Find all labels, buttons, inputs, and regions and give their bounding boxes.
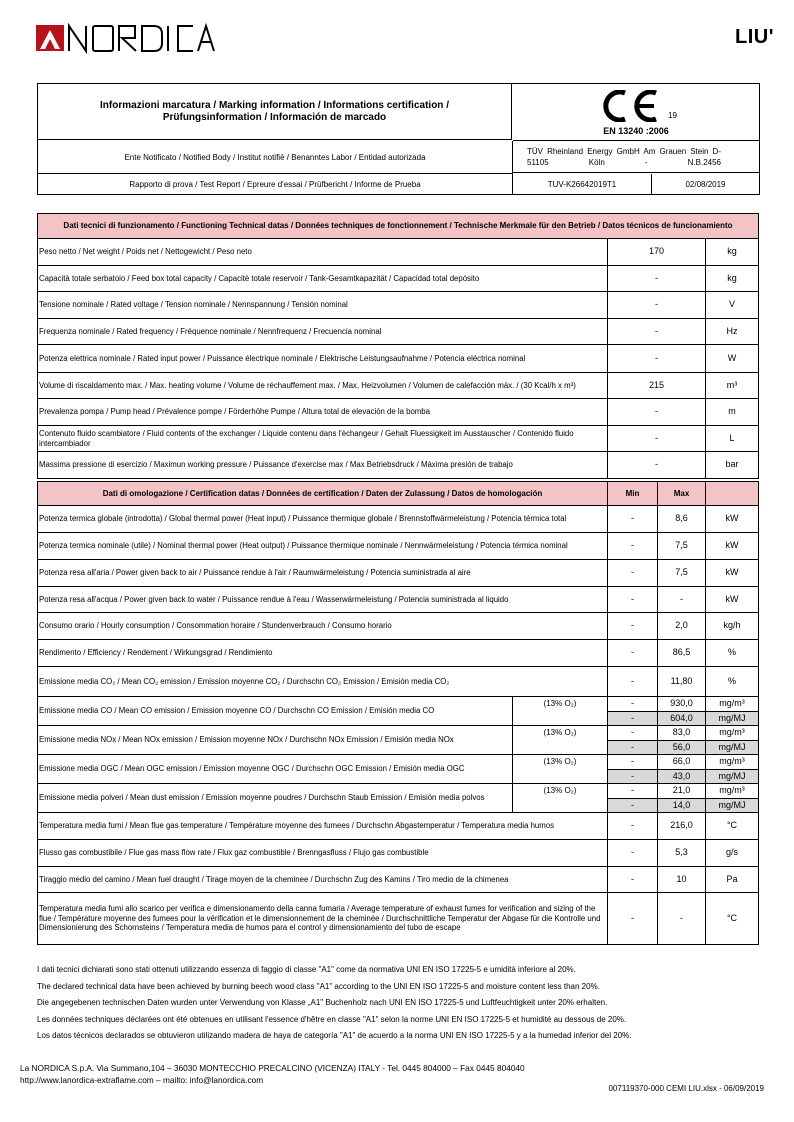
technical-row-unit: kg <box>706 239 759 266</box>
emission-min-mgm3: - <box>608 726 658 741</box>
emission-unit-mgm3: mg/m³ <box>706 784 759 799</box>
emission-max-mgm3: 83,0 <box>658 726 706 741</box>
technical-row-value: - <box>608 319 706 345</box>
emission-row <box>38 755 759 770</box>
certification-row-label: Rendimento / Efficiency / Rendement / Wirkungsgrad / Rendimiento <box>38 640 608 667</box>
technical-row-label: Prevalenza pompa / Pump head / Prévalence pompe / Förderhöhe Pumpe / Altura total de elevación de la bomba <box>38 399 608 426</box>
marking-title-line1: Informazioni marcatura / Marking information / Informations certification / <box>100 99 449 111</box>
technical-row-value: - <box>608 426 706 452</box>
certification-row-max: 86,5 <box>658 640 706 667</box>
technical-row <box>38 452 759 479</box>
certification-row <box>38 613 759 640</box>
certification-row <box>38 893 759 945</box>
ce-standard: EN 13240 :2006 <box>603 126 669 136</box>
note-es: Los datos técnicos declarados se obtuvieron utilizando madera de haya de categoría "A1" de acuerdo a la norma UNI EN ISO 17225-5 y a la humedad inferior del 20%. <box>37 1031 632 1041</box>
ce-year: 19 <box>668 111 677 120</box>
emission-unit-mgm3: mg/m³ <box>706 755 759 770</box>
logo-mark-icon <box>36 22 216 54</box>
technical-row-unit: m³ <box>706 373 759 399</box>
emission-unit-mgmj: mg/MJ <box>706 799 759 813</box>
technical-row-label: Peso netto / Net weight / Poids net / Nettogewicht / Peso neto <box>38 239 608 266</box>
emission-label: Emissione media OGC / Mean OGC emission / Emission moyenne OGC / Durchschn OGC Emission / Emisión media OGC <box>38 755 513 784</box>
certification-row-min: - <box>608 840 658 867</box>
technical-row-value: - <box>608 345 706 373</box>
certification-row-min: - <box>608 893 658 945</box>
certification-row-label: Temperatura media fumi allo scarico per verifica e dimensionamento della canna fumaria / Average temperature of exhaust fumes for verification and sizing of the flue / Température moyenne des fumees pour la vérification et le dimensionnement de la cheminée / Durchschnittliche Temperatur der Abgase für die Kontrolle und Dimensionierung des Schornsteins / Temperatura media de humos para el control y dimensionamiento del tubo de escape <box>38 893 608 945</box>
certification-row <box>38 640 759 667</box>
certification-row-unit: kW <box>706 506 759 533</box>
emission-unit-mgmj: mg/MJ <box>706 770 759 784</box>
notes <box>37 962 767 1045</box>
company-address: La NORDICA S.p.A. Via Summano,104 – 36030 MONTECCHIO PRECALCINO (VICENZA) ITALY - Tel. 0445 804000 – Fax 0445 804040 <box>20 1063 525 1073</box>
certification-row-label: Flusso gas combustibile / Flue gas mass flow rate / Flux gaz combustible / Brenngasfluss / Flujo gas combustible <box>38 840 608 867</box>
emission-min-mgmj: - <box>608 770 658 784</box>
certification-row-max: - <box>658 893 706 945</box>
technical-row <box>38 292 759 319</box>
certification-row <box>38 560 759 587</box>
ce-mark-icon <box>598 90 660 122</box>
technical-row-value: 215 <box>608 373 706 399</box>
certification-row-unit: kW <box>706 560 759 587</box>
certification-row <box>38 667 759 697</box>
certification-row-min: - <box>608 533 658 560</box>
technical-row-unit: L <box>706 426 759 452</box>
technical-row-label: Frequenza nominale / Rated frequency / Fréquence nominale / Nennfrequenz / Frecuencia nominal <box>38 319 608 345</box>
technical-row-unit: m <box>706 399 759 426</box>
emission-label: Emissione media CO / Mean CO emission / Emission moyenne CO / Durchschn CO Emission / Emisión media CO <box>38 697 513 726</box>
note-fr: Les données techniques déclarées ont été obtenues en utilisant l'essence d'hêtre en classe "A1" selon la norme UNI EN ISO 17225-5 et humidité au dessous de 20%. <box>37 1014 627 1024</box>
technical-header-row <box>38 214 759 239</box>
technical-row <box>38 266 759 292</box>
emission-unit-mgm3: mg/m³ <box>706 697 759 712</box>
emission-row <box>38 784 759 799</box>
certification-row-unit: % <box>706 640 759 667</box>
certification-row-max: 7,5 <box>658 533 706 560</box>
technical-row-unit: kg <box>706 266 759 292</box>
certification-row-max: 8,6 <box>658 506 706 533</box>
certification-row-label: Potenza termica nominale (utile) / Nominal thermal power (Heat output) / Puissance thermique nominale / Nennwärmeleistung / Potencia térmica nominal <box>38 533 608 560</box>
technical-row-label: Tensione nominale / Rated voltage / Tension nominale / Nennspannung / Tensión nominal <box>38 292 608 319</box>
certification-row-min: - <box>608 813 658 840</box>
note-it: I dati tecnici dichiarati sono stati ottenuti utilizzando essenza di faggio di classe "A1" come da normativa UNI EN ISO 17225-5 e umidità inferiore al 20%. <box>37 965 576 974</box>
technical-row-value: - <box>608 452 706 479</box>
certification-row <box>38 813 759 840</box>
technical-row-value: - <box>608 292 706 319</box>
certification-row-max: 11,80 <box>658 667 706 697</box>
emission-max-mgm3: 21,0 <box>658 784 706 799</box>
certification-row-max: 5,3 <box>658 840 706 867</box>
emission-max-mgm3: 66,0 <box>658 755 706 770</box>
technical-row-unit: V <box>706 292 759 319</box>
technical-header: Dati tecnici di funzionamento / Functioning Technical datas / Données techniques de fonctionnement / Technische Merkmale für den Betrieb / Datos técnicos de funcionamiento <box>38 214 759 239</box>
certification-row-unit: % <box>706 667 759 697</box>
certification-row <box>38 506 759 533</box>
certification-row-unit: kW <box>706 533 759 560</box>
emission-label: Emissione media NOx / Mean NOx emission / Emission moyenne NOx / Durchschn NOx Emission / Emisión media NOx <box>38 726 513 755</box>
certification-row-unit: g/s <box>706 840 759 867</box>
certification-row <box>38 840 759 867</box>
company-web[interactable]: http://www.lanordica-extraflame.com – mailto: info@lanordica.com <box>20 1075 264 1085</box>
notified-body-label: Ente Notificato / Notified Body / Institut notifiè / Benanntes Labor / Entidad autorizada <box>38 141 513 174</box>
o2-reference: (13% O₂) <box>513 755 608 784</box>
footer-address <box>20 1062 525 1086</box>
certification-row <box>38 533 759 560</box>
test-report-label: Rapporto di prova / Test Report / Epreure d'essai / Prüfbericht / Informe de Prueba <box>38 174 513 194</box>
certification-row-label: Potenza resa all'aria / Power given back to air / Puissance rendue à l'air / Raumwärmeleistung / Potencia suministrada al aire <box>38 560 608 587</box>
certification-row-label: Potenza resa all'acqua / Power given back to water / Puissance rendue à l'eau / Wasserwärmeleistung / Potencia suministrada al liquido <box>38 587 608 613</box>
ce-mark-cell <box>513 84 759 141</box>
certification-row-unit: kg/h <box>706 613 759 640</box>
certification-row-max: - <box>658 587 706 613</box>
technical-row-unit: W <box>706 345 759 373</box>
technical-row-unit: Hz <box>706 319 759 345</box>
certification-row-min: - <box>608 640 658 667</box>
emission-min-mgmj: - <box>608 741 658 755</box>
emission-min-mgm3: - <box>608 784 658 799</box>
marking-info-box <box>37 83 760 195</box>
note-en: The declared technical data have been achieved by burning beech wood class "A1" according to the UNI EN ISO 17225-5 and moisture content less than 20%. <box>37 981 600 991</box>
emission-max-mgmj: 56,0 <box>658 741 706 755</box>
certification-row-min: - <box>608 587 658 613</box>
certification-row-max: 10 <box>658 867 706 893</box>
o2-reference: (13% O₂) <box>513 784 608 813</box>
note-de: Die angegebenen technischen Daten wurden unter Verwendung von Klasse „A1" Buchenholz nach UNI EN ISO 17225-5 und Luftfeuchtigkeit unter 20% erhalten. <box>37 998 608 1008</box>
technical-row-value: - <box>608 266 706 292</box>
marking-title-line2: Prüfungsinformation / Información de marcado <box>162 111 387 123</box>
certification-header-row <box>38 482 759 506</box>
emission-min-mgm3: - <box>608 755 658 770</box>
model-name: LIU' <box>735 26 774 48</box>
certification-row-max: 216,0 <box>658 813 706 840</box>
certification-row-min: - <box>608 613 658 640</box>
technical-row-label: Potenza elettrica nominale / Rated input power / Puissance électrique nominale / Elektrische Leistungsaufnahme / Potencia eléctrica nominal <box>38 345 608 373</box>
test-report-number: TUV-K26642019T1 <box>513 174 652 194</box>
technical-row <box>38 345 759 373</box>
certification-row-label: Tiraggio medio del camino / Mean fuel draught / Tirage moyen de la cheminee / Durchschn Zug des Kamins / Tiro medio de la chimenea <box>38 867 608 893</box>
technical-row <box>38 319 759 345</box>
technical-row <box>38 399 759 426</box>
technical-row-unit: bar <box>706 452 759 479</box>
certification-row-max: 2,0 <box>658 613 706 640</box>
certification-row <box>38 867 759 893</box>
certification-row <box>38 587 759 613</box>
certification-row-label: Temperatura media fumi / Mean flue gas temperature / Température moyenne des fumees / Durchschn Abgastemperatur / Temperatura media humos <box>38 813 608 840</box>
certification-row-unit: kW <box>706 587 759 613</box>
certification-row-label: Emissione media CO₂ / Mean CO₂ emission / Emission moyenne CO₂ / Durchschn CO₂ Emission / Emisión media CO₂ <box>38 667 608 697</box>
emission-max-mgmj: 43,0 <box>658 770 706 784</box>
certification-row-min: - <box>608 560 658 587</box>
technical-row <box>38 426 759 452</box>
certification-row-unit: °C <box>706 813 759 840</box>
certification-row-min: - <box>608 867 658 893</box>
technical-row-label: Volume di riscaldamento max. / Max. heating volume / Volume de réchauffement max. / Max. Heizvolumen / Volumen de calefacción máx. / (30 Kcal/h x m³) <box>38 373 608 399</box>
certification-row-unit: °C <box>706 893 759 945</box>
technical-row-value: - <box>608 399 706 426</box>
technical-row-label: Capacità totale serbatoio / Feed box total capacity / Capacitè totale reservoir / Tank-Gesamtkapazität / Capacidad total depósito <box>38 266 608 292</box>
emission-max-mgmj: 14,0 <box>658 799 706 813</box>
certification-row-max: 7,5 <box>658 560 706 587</box>
file-reference: 007119370-000 CEMI LIU.xlsx - 06/09/2019 <box>608 1084 764 1093</box>
emission-unit-mgm3: mg/m³ <box>706 726 759 741</box>
technical-row-value: 170 <box>608 239 706 266</box>
technical-row <box>38 373 759 399</box>
nordica-logo <box>36 22 216 54</box>
emission-max-mgmj: 604,0 <box>658 712 706 726</box>
certification-row-label: Potenza termica globale (introdotta) / Global thermal power (Heat input) / Puissance thermique globale / Brennstoffwärmeleistung / Potencia térmica total <box>38 506 608 533</box>
certification-row-label: Consumo orario / Hourly consumption / Consommation horaire / Stundenverbrauch / Consumo horario <box>38 613 608 640</box>
technical-row <box>38 239 759 266</box>
min-header: Min <box>608 482 658 506</box>
certification-data-table <box>37 481 759 945</box>
marking-title <box>38 84 512 140</box>
technical-row-label: Contenuto fluido scambiatore / Fluid contents of the exchanger / Liquide contenu dans l'èchangeur / Gehalt Fluessigkeit im Ausstauscher / Contenido fluido intercambiador <box>38 426 608 452</box>
certification-header: Dati di omologazione / Certification datas / Données de certification / Daten der Zulassung / Datos de homologación <box>38 482 608 506</box>
max-header: Max <box>658 482 706 506</box>
o2-reference: (13% O₂) <box>513 697 608 726</box>
test-report-date: 02/08/2019 <box>685 179 726 189</box>
o2-reference: (13% O₂) <box>513 726 608 755</box>
emission-min-mgmj: - <box>608 799 658 813</box>
emission-row <box>38 697 759 712</box>
emission-min-mgmj: - <box>608 712 658 726</box>
emission-min-mgm3: - <box>608 697 658 712</box>
emission-unit-mgmj: mg/MJ <box>706 741 759 755</box>
technical-row-label: Massima pressione di esercizio / Maximun working pressure / Puissance d'exercise max / Max Betriebsdruck / Máxima presión de trabajo <box>38 452 608 479</box>
certification-row-min: - <box>608 667 658 697</box>
emission-label: Emissione media polveri / Mean dust emission / Emission moyenne poudres / Durchschn Staub Emission / Emisión media polvos <box>38 784 513 813</box>
certification-row-min: - <box>608 506 658 533</box>
emission-max-mgm3: 930,0 <box>658 697 706 712</box>
emission-row <box>38 726 759 741</box>
certification-row-unit: Pa <box>706 867 759 893</box>
emission-unit-mgmj: mg/MJ <box>706 712 759 726</box>
notified-body-value: TÜV Rheinland Energy GmbH Am Grauen Stein D-51105 Köln - N.B.2456 <box>513 141 759 173</box>
technical-data-table <box>37 213 759 479</box>
unit-header <box>706 482 759 506</box>
